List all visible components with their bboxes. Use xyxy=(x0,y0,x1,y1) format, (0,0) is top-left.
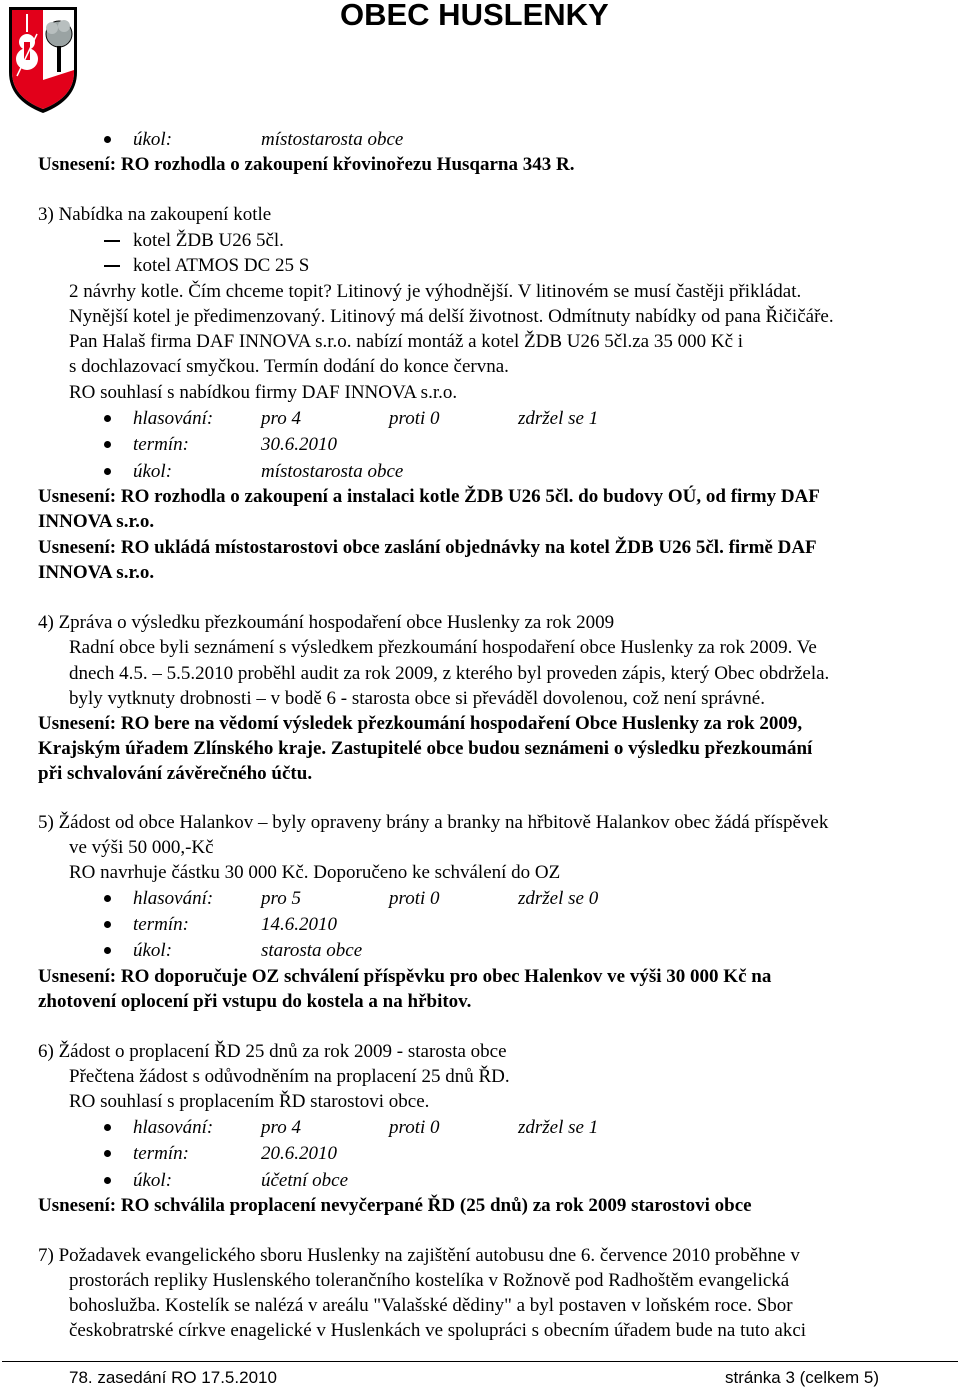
resolution-1: Usnesení: RO rozhodla o zakoupení křovinořezu Husqarna 343 R. xyxy=(38,154,575,175)
item-6-text: RO souhlasí s proplacením ŘD starostovi obce. xyxy=(69,1091,430,1112)
dash-icon xyxy=(104,265,120,267)
item-5-text: ve výši 50 000,-Kč xyxy=(69,837,214,858)
vote-pro: pro 4 xyxy=(261,408,301,429)
item-3-text: 2 návrhy kotle. Čím chceme topit? Litinový je výhodnější. V litinovém se musí častěji přikládat. xyxy=(69,281,802,302)
item-6-heading: 6) Žádost o proplacení ŘD 25 dnů za rok 2009 - starosta obce xyxy=(38,1041,507,1062)
footer-divider xyxy=(2,1361,958,1362)
resolution-line: při schvalování závěrečného účtu. xyxy=(38,763,313,784)
item-4-text: byly vytknuty drobnosti – v bodě 6 - starosta obce si převáděl dovolenou, což není správné. xyxy=(69,688,765,709)
task-key: úkol: xyxy=(133,1170,173,1191)
item-7-heading: 7) Požadavek evangelického sboru Huslenky na zajištění autobusu dne 6. července 2010 proběhne v xyxy=(38,1245,800,1266)
term-key: termín: xyxy=(133,1143,189,1164)
page-title: OBEC HUSLENKY xyxy=(340,0,609,32)
dash-icon xyxy=(104,240,120,242)
item-4-text: Radní obce byli seznámení s výsledkem přezkoumání hospodaření obce Huslenky za rok 2009. Ve xyxy=(69,637,817,658)
item-3-text: s dochlazovací smyčkou. Termín dodání do konce června. xyxy=(69,356,509,377)
vote-zdrzel: zdržel se 1 xyxy=(518,408,599,429)
vote-key: hlasování: xyxy=(133,1117,214,1138)
resolution-line: Usnesení: RO rozhodla o zakoupení a instalaci kotle ŽDB U26 5čl. do budovy OÚ, od firmy DAF xyxy=(38,486,820,507)
vote-pro: pro 4 xyxy=(261,1117,301,1138)
resolution-line: Usnesení: RO doporučuje OZ schválení příspěvku pro obec Halenkov ve výši 30 000 Kč na xyxy=(38,966,772,987)
vote-proti: proti 0 xyxy=(389,888,440,909)
task-value: účetní obce xyxy=(261,1170,349,1191)
item-3-text: Nynější kotel je předimenzovaný. Litinový má delší životnost. Odmítnuty nabídky od pana Řičičáře. xyxy=(69,306,834,327)
term-value: 20.6.2010 xyxy=(261,1143,337,1164)
item-5-text: RO navrhuje částku 30 000 Kč. Doporučeno ke schválení do OZ xyxy=(69,862,561,883)
resolution-line: INNOVA s.r.o. xyxy=(38,511,155,532)
option-1-text: kotel ŽDB U26 5čl. xyxy=(133,230,284,251)
vote-pro: pro 5 xyxy=(261,888,301,909)
item-7-text: bohoslužba. Kostelík se nalézá v areálu "Valašské dědiny" a byl postaven v loňském roce. Sbor xyxy=(69,1295,793,1316)
task-value: místostarosta obce xyxy=(261,129,404,150)
item-7-text: prostorách repliky Huslenského tolerančního kostelíka v Rožnově pod Radhoštěm evangelická xyxy=(69,1270,790,1291)
item-6-text: Přečtena žádost s odůvodněním na proplacení 25 dnů ŘD. xyxy=(69,1066,510,1087)
item-3-text: Pan Halaš firma DAF INNOVA s.r.o. nabízí montáž a kotel ŽDB U26 5čl.za 35 000 Kč i xyxy=(69,331,744,352)
vote-proti: proti 0 xyxy=(389,1117,440,1138)
task-key: úkol: xyxy=(133,940,173,961)
vote-zdrzel: zdržel se 1 xyxy=(518,1117,599,1138)
term-value: 30.6.2010 xyxy=(261,434,337,455)
item-7-text: českobratrské církve enagelické v Huslenkách ve spolupráci s obecním úřadem bude na tuto akci xyxy=(69,1320,807,1341)
task-value: místostarosta obce xyxy=(261,461,404,482)
resolution-line: zhotovení oplocení při vstupu do kostela a na hřbitov. xyxy=(38,991,472,1012)
footer-meeting: 78. zasedání RO 17.5.2010 xyxy=(69,1368,277,1387)
vote-key: hlasování: xyxy=(133,408,214,429)
task-key: úkol: xyxy=(133,461,173,482)
item-3-text: RO souhlasí s nabídkou firmy DAF INNOVA s.r.o. xyxy=(69,382,458,403)
term-key: termín: xyxy=(133,914,189,935)
item-4-text: dnech 4.5. – 5.5.2010 proběhl audit za rok 2009, z kterého byl proveden zápis, který Obec obdržela. xyxy=(69,663,830,684)
option-2-text: kotel ATMOS DC 25 S xyxy=(133,255,310,276)
footer-page-number: stránka 3 (celkem 5) xyxy=(725,1368,879,1387)
resolution-line: Krajským úřadem Zlínského kraje. Zastupitelé obce budou seznámeni o výsledku přezkoumání xyxy=(38,738,813,759)
task-value: starosta obce xyxy=(261,940,363,961)
item-5-heading: 5) Žádost od obce Halankov – byly opraveny brány a branky na hřbitově Halankov obec žádá příspěvek xyxy=(38,812,829,833)
item-3-heading: 3) Nabídka na zakoupení kotle xyxy=(38,204,272,225)
resolution-line: Usnesení: RO ukládá místostarostovi obce zaslání objednávky na kotel ŽDB U26 5čl. firmě DAF xyxy=(38,537,817,558)
task-key: úkol: xyxy=(133,129,173,150)
item-4-heading: 4) Zpráva o výsledku přezkoumání hospodaření obce Huslenky za rok 2009 xyxy=(38,612,615,633)
crest-icon xyxy=(6,4,80,116)
resolution-line: Usnesení: RO bere na vědomí výsledek přezkoumání hospodaření Obce Huslenky za rok 2009, xyxy=(38,713,803,734)
vote-key: hlasování: xyxy=(133,888,214,909)
resolution-line: INNOVA s.r.o. xyxy=(38,562,155,583)
term-value: 14.6.2010 xyxy=(261,914,337,935)
vote-zdrzel: zdržel se 0 xyxy=(518,888,599,909)
vote-proti: proti 0 xyxy=(389,408,440,429)
term-key: termín: xyxy=(133,434,189,455)
resolution-line: Usnesení: RO schválila proplacení nevyčerpané ŘD (25 dnů) za rok 2009 starostovi obce xyxy=(38,1195,752,1216)
